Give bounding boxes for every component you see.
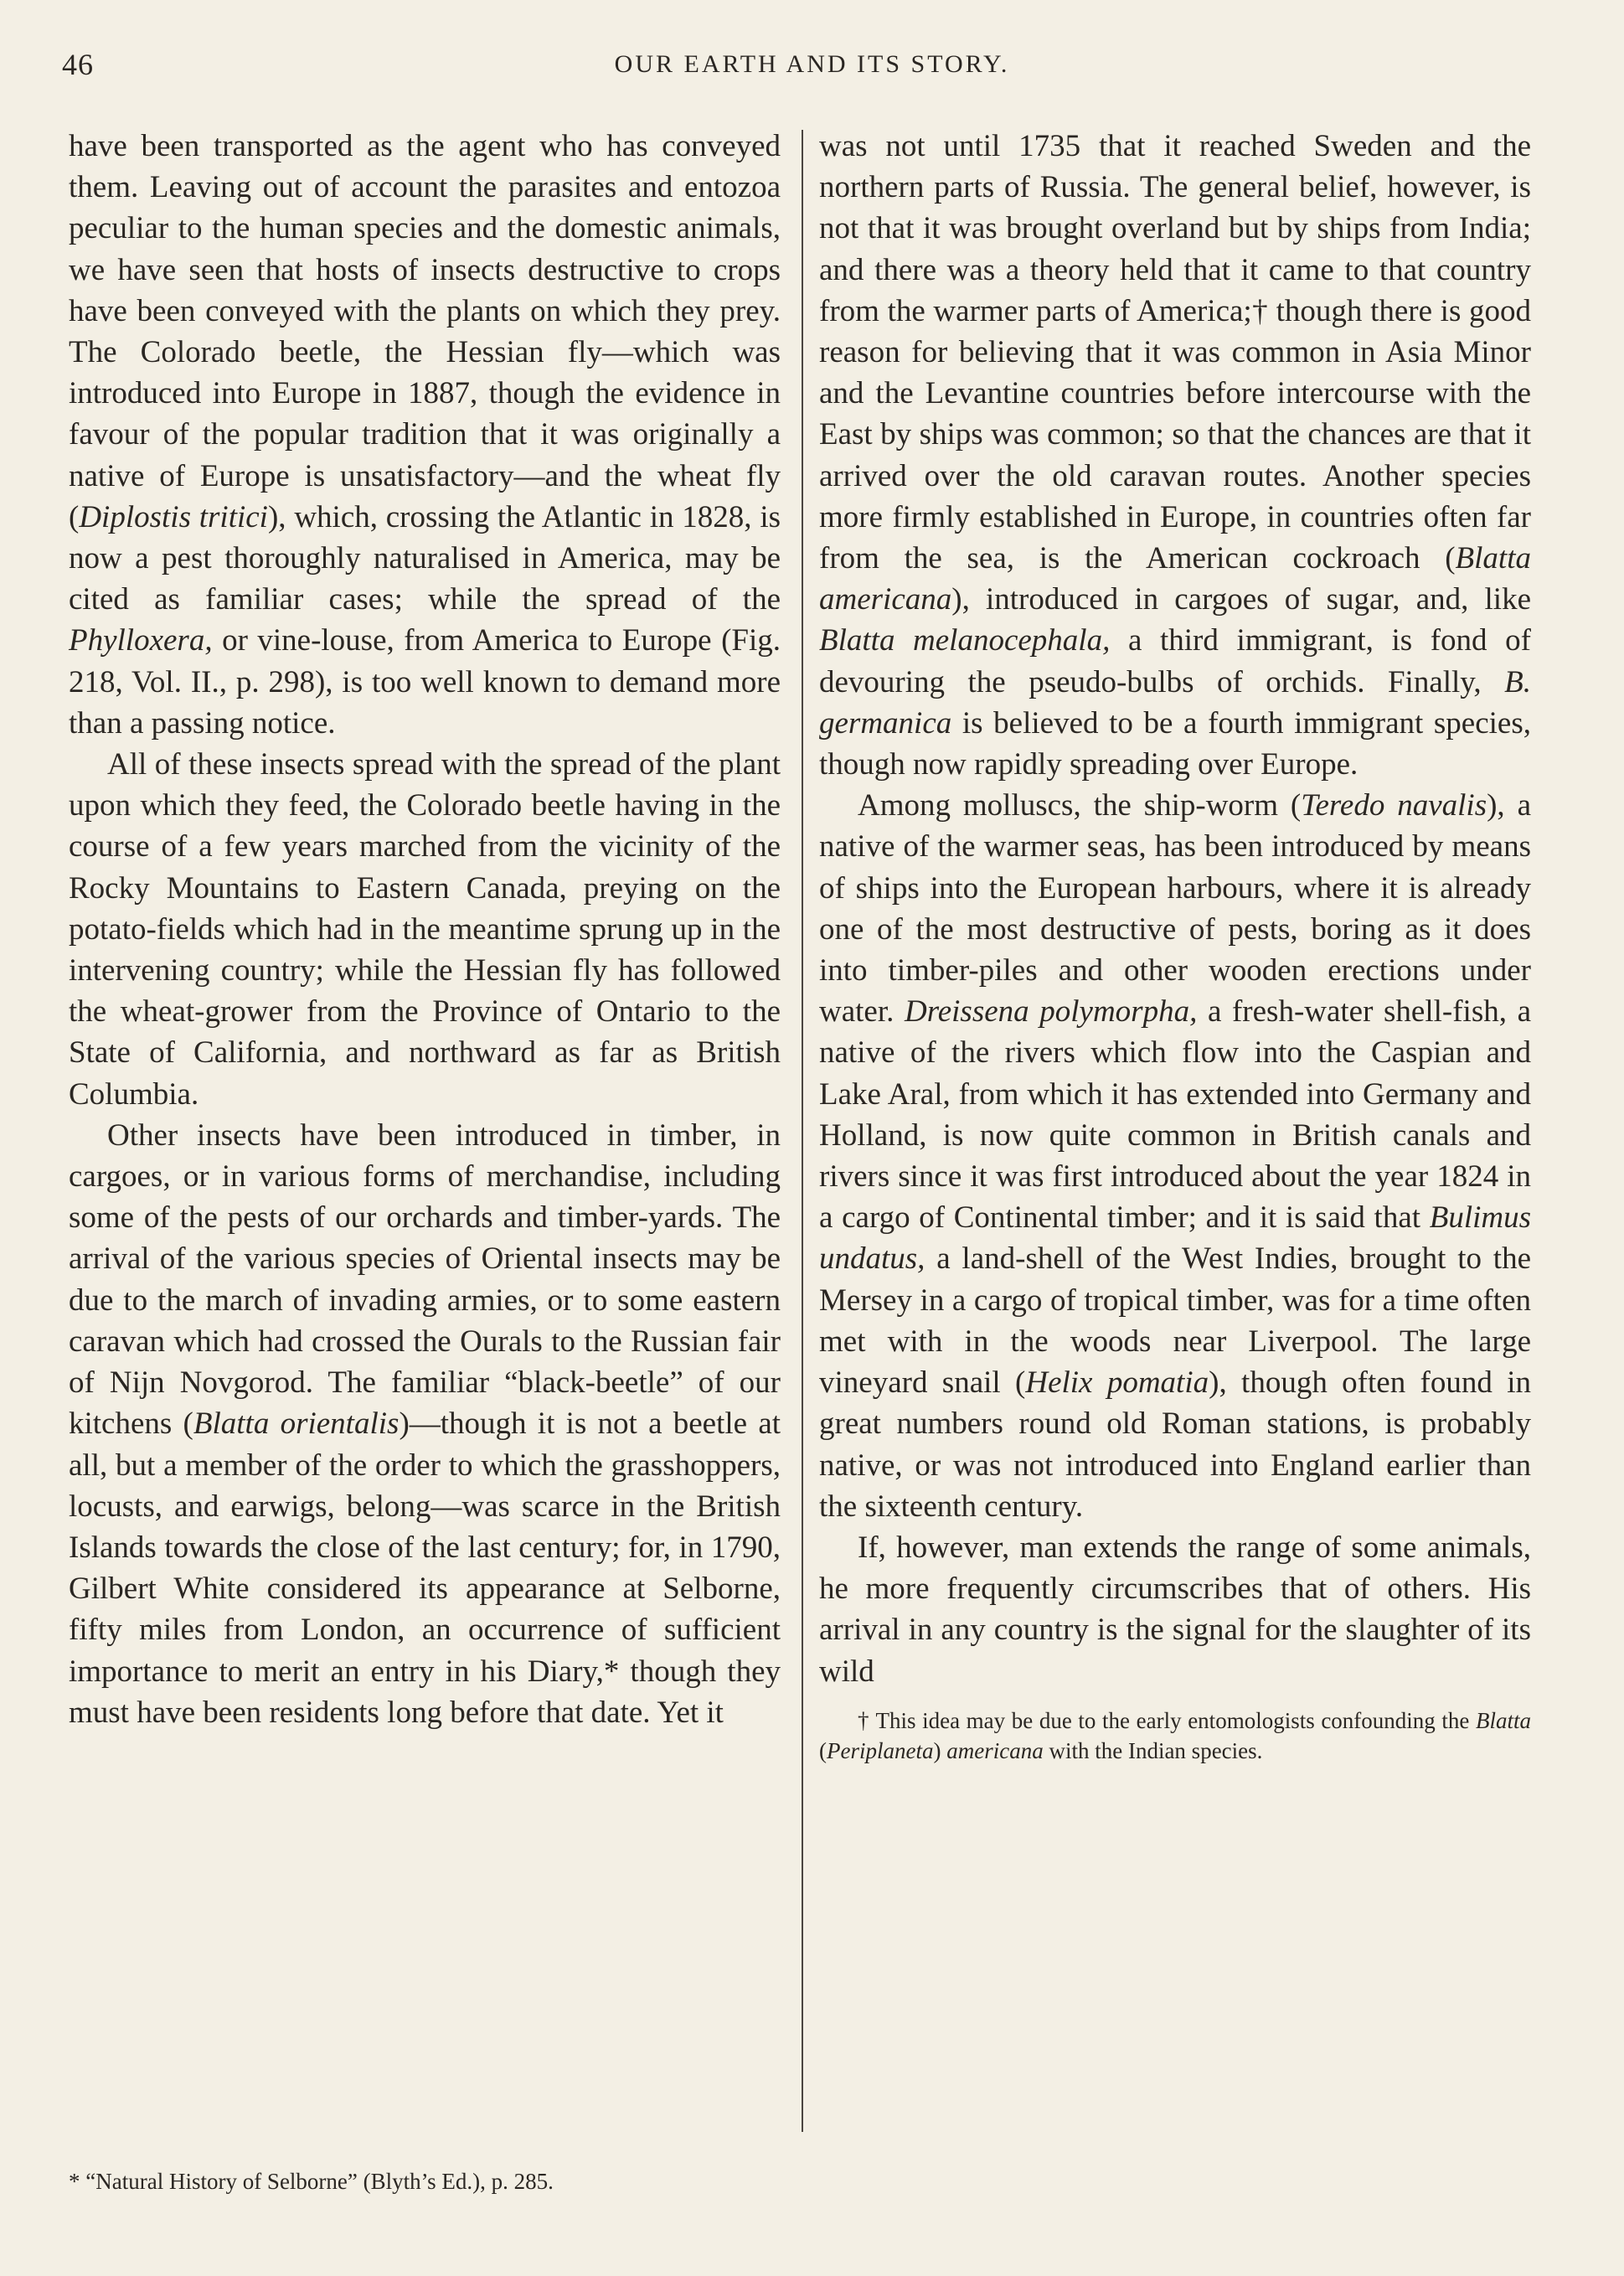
italic-run-3: Periplaneta: [827, 1737, 934, 1763]
column-divider: [802, 130, 803, 2132]
text-run-0: Among molluscs, the ship-worm (: [858, 788, 1302, 823]
left-paragraph-3: [69, 1115, 781, 1733]
left-paragraph-2: [69, 744, 781, 1115]
text-run-8: ), though often found in great numbers round old Roman stations, is probably native, or was not introduced into England earlier than the sixteenth century.: [819, 1365, 1532, 1524]
italic-run-7: Helix pomatia: [1025, 1365, 1209, 1401]
left-paragraph-1: [69, 126, 781, 744]
text-run-6: a land-shell of the West Indies, brought to the Mersey in a cargo of tropical timber, was for a time often met with in the woods near Liverpool. The large vineyard snail (: [819, 1241, 1531, 1401]
right-paragraph-1: [819, 126, 1531, 785]
italic-run-1: Blatta orientalis: [193, 1406, 400, 1442]
page-header: [59, 47, 1565, 89]
text-run-0: If, however, man extends the range of some animals, he more frequently circumscribes that of others. His arrival in any country is the signal for the slaughter of its wild: [819, 1530, 1531, 1689]
text-run-2: ), introduced in cargoes of sugar, and, like: [951, 582, 1531, 617]
text-run-6: with the Indian species.: [1043, 1737, 1263, 1763]
italic-run-4: Phylloxera,: [69, 623, 213, 658]
text-run-4: a third immigrant, is fond of devouring the pseudo-bulbs of orchids. Finally,: [819, 623, 1531, 699]
italic-run-5: Bulimus undatus,: [819, 1200, 1531, 1277]
page-number: 46: [62, 48, 94, 81]
left-footnote: * “Natural History of Selborne” (Blyth’s Ed.), p. 285.: [69, 2169, 554, 2194]
text-run-2: (: [819, 1737, 827, 1763]
right-paragraph-2: [819, 785, 1531, 1527]
text-run-1: (: [69, 499, 80, 534]
text-run-0: All of these insects spread with the spread of the plant upon which they feed, the Colorado beetle having in the course of a few years marched from the vicinity of the Rocky Mountains to Eastern Canada, preying on the potato-fields which had in the meantime sprung up in the intervening country; while the Hessian fly has followed the wheat-grower from the Province of Ontario to the State of California, and northward as far as British Columbia.: [69, 747, 781, 1112]
text-run-0: have been transported as the agent who has conveyed them. Leaving out of account the parasites and entozoa peculiar to the human species and the domestic animals, we have seen that hosts of insects destructive to crops have been conveyed with the plants on which they prey. The Colorado beetle, the Hessian fly—which was introduced into Europe in 1887, though the evidence in favour of the popular tradition that it was originally a native of Europe is unsatisfactory—and the wheat fly: [69, 129, 781, 493]
italic-run-3: Blatta melanocephala,: [819, 623, 1111, 658]
right-column: [819, 126, 1531, 1766]
italic-run-2: Diplostis tritici: [79, 499, 268, 534]
text-run-2: )—though it is not a beetle at all, but a member of the order to which the grasshoppers, locusts, and earwigs, belong—was scarce in the British Islands towards the close of the last century; for, in 1790, Gilbert White considered its appearance at Selborne, fifty miles from London, an occurrence of sufficient importance to merit an entry in his Diary,* though they must have been residents long before that date. Yet it: [69, 1406, 781, 1730]
text-run-2: ), a native of the warmer seas, has been introduced by means of ships into the European harbours, where it is already one of the most destructive of pests, boring as it does into timber-piles and other wooden erections under water.: [819, 788, 1532, 1030]
text-run-0: Other insects have been introduced in timber, in cargoes, or in various forms of merchandise, including some of the pests of our orchards and timber-yards. The arrival of the various species of Oriental insects may be due to the march of invading armies, or to some eastern caravan which had crossed the Ourals to the Russian fair of Nijn Novgorod. The familiar “black-beetle” of our kitchens (: [69, 1117, 781, 1442]
right-footnote: [819, 1706, 1531, 1766]
text-run-4: ): [933, 1737, 947, 1763]
italic-run-5: americana: [946, 1737, 1044, 1763]
right-paragraph-3: [819, 1527, 1531, 1692]
italic-run-1: Blatta: [1476, 1707, 1531, 1733]
text-run-0: † This idea may be due to the early entomologists confounding the: [858, 1707, 1476, 1733]
text-run-4: a fresh-water shell-fish, a native of the rivers which flow into the Caspian and Lake Aral, from which it has extended into Germany and Holland, is now quite common in British canals and rivers since it was first introduced about the year 1824 in a cargo of Continental timber; and it is said that: [819, 994, 1532, 1236]
running-title: OUR EARTH AND ITS STORY.: [614, 50, 1010, 78]
right-footnote-block: [819, 1706, 1531, 1766]
left-column: [69, 126, 781, 1733]
text-run-0: was not until 1735 that it reached Sweden and the northern parts of Russia. The general belief, however, is not that it was brought overland but by ships from India; and there was a theory held that it came to that country from the warmer parts of America;† though there is good reason for believing that it was common in Asia Minor and the Levantine countries before intercourse with the East by ships was common; so that the chances are that it arrived over the old caravan routes. Another species more firmly established in Europe, in countries often far from the sea, is the American cockroach (: [819, 129, 1531, 576]
italic-run-1: Teredo navalis: [1301, 788, 1487, 823]
text-run-5: or vine-louse, from America to Europe (Fig. 218, Vol. II., p. 298), is too well known to demand more than a passing notice.: [69, 623, 781, 741]
text-run-6: is believed to be a fourth immigrant species, though now rapidly spreading over Europe.: [819, 705, 1531, 782]
italic-run-1: Blatta americana: [819, 541, 1531, 617]
italic-run-5: B. germanica: [819, 664, 1531, 741]
italic-run-3: Dreissena polymorpha,: [904, 994, 1198, 1030]
text-run-3: ), which, crossing the Atlantic in 1828, is now a pest thoroughly naturalised in America, may be cited as familiar cases; while the spread of the: [69, 499, 781, 617]
